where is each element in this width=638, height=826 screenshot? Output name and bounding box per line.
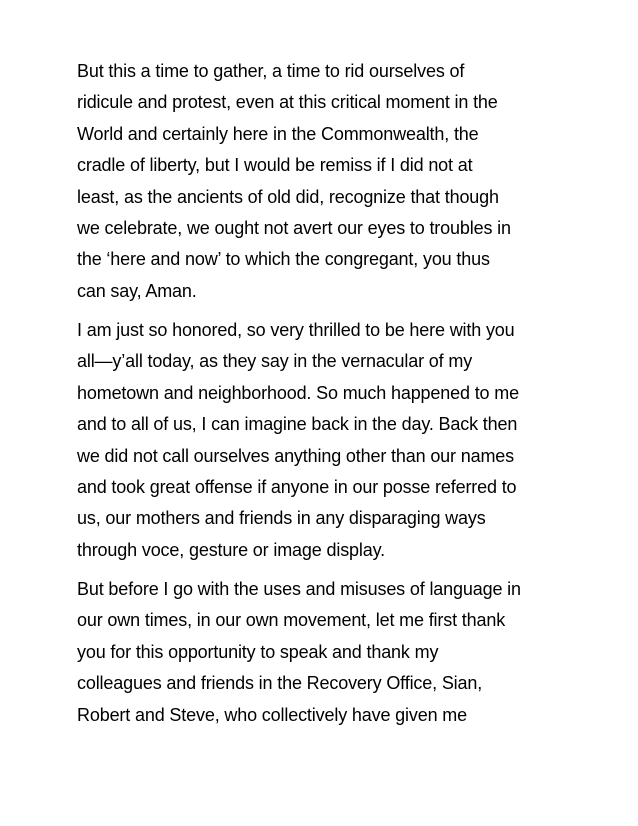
- text-line: all—y’all today, as they say in the vernacular of my: [77, 351, 473, 372]
- text-line: I am just so honored, so very thrilled to be here with you: [77, 320, 515, 340]
- text-line: Robert and Steve, who collectively have given me: [77, 704, 468, 725]
- text-line: can say, Aman.: [77, 280, 197, 301]
- text-line: and to all of us, I can imagine back in the day. Back then: [77, 414, 518, 435]
- text-line: our own times, in our own movement, let me first thank: [77, 610, 506, 631]
- text-line: But before I go with the uses and misuses of language in: [77, 579, 521, 599]
- text-line: But this a time to gather, a time to rid ourselves of: [77, 61, 465, 81]
- text-line: least, as the ancients of old did, recognize that though: [77, 186, 499, 207]
- text-line: us, our mothers and friends in any disparaging ways: [77, 508, 486, 529]
- text-line: through voce, gesture or image display.: [77, 539, 385, 560]
- text-line: hometown and neighborhood. So much happened to me: [77, 382, 519, 403]
- text-line: World and certainly here in the Commonwealth, the: [77, 123, 479, 144]
- text-line: we celebrate, we ought not avert our eyes to troubles in: [77, 218, 511, 239]
- text-line: cradle of liberty, but I would be remiss if I did not at: [77, 155, 473, 176]
- text-line: you for this opportunity to speak and thank my: [77, 641, 439, 662]
- text-line: and took great offense if anyone in our posse referred to: [77, 477, 517, 498]
- paragraph-2: [77, 315, 567, 566]
- text-line: ridicule and protest, even at this critical moment in the: [77, 92, 498, 113]
- text-line: colleagues and friends in the Recovery Office, Sian,: [77, 673, 483, 694]
- text-line: the ‘here and now’ to which the congregant, you thus: [77, 249, 490, 270]
- paragraph-1: [77, 56, 567, 307]
- paragraph-3: [77, 574, 567, 731]
- text-line: we did not call ourselves anything other than our names: [77, 445, 515, 466]
